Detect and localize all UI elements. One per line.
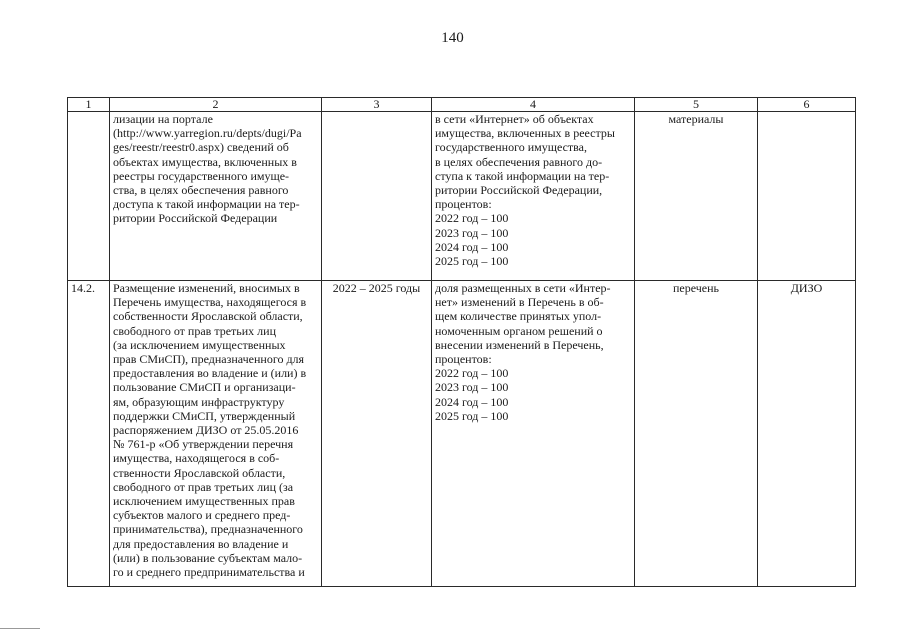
result-cell: материалы [635, 112, 758, 281]
row-number-cell [68, 112, 110, 281]
description-cell: лизации на портале (http://www.yarregion.ru/depts/dugi/Pa ges/reestr/reestr0.aspx) сведений об объектах имущества, включенных в реестры государственного имуще- ства, в целях обеспечения равного доступа к такой информации на тер- ритории Российской Федерации [110, 112, 322, 281]
header-col-1: 1 [68, 98, 110, 112]
indicator-cell: доля размещенных в сети «Интер- нет» изменений в Перечень в об- щем количестве принятых упол- номоченным органом решений о внесении изменений в Перечень, процентов: 2022 год – 100 2023 год – 100 2024 год – 100 2025 год – 100 [432, 281, 635, 587]
header-col-2: 2 [110, 98, 322, 112]
period-cell [322, 112, 432, 281]
header-col-6: 6 [758, 98, 856, 112]
executor-cell [758, 112, 856, 281]
header-col-4: 4 [432, 98, 635, 112]
scan-edge-mark [0, 628, 40, 629]
result-cell: перечень [635, 281, 758, 587]
executor-cell: ДИЗО [758, 281, 856, 587]
period-cell: 2022 – 2025 годы [322, 281, 432, 587]
indicator-cell: в сети «Интернет» об объектах имущества, включенных в реестры государственного имущества, в целях обеспечения равного до- ступа к такой информации на тер- ритории Российской Федерации, процентов: 2022 год – 100 2023 год – 100 2024 год – 100 2025 год – 100 [432, 112, 635, 281]
header-row [68, 98, 856, 112]
table-row [68, 281, 856, 587]
page-number: 140 [441, 30, 464, 46]
row-number-cell: 14.2. [68, 281, 110, 587]
header-col-5: 5 [635, 98, 758, 112]
description-cell: Размещение изменений, вносимых в Перечень имущества, находящегося в собственности Ярославской области, свободного от прав третьих лиц (за исключением имущественных прав СМиСП), предназначенного для предоставления во владение и (или) в пользование СМиСП и организаци- ям, образующим инфраструктуру поддержки СМиСП, утвержденный распоряжением ДИЗО от 25.05.2016 № 761-р «Об утверждении перечня имущества, находящегося в соб- ственности Ярославской области, свободного от прав третьих лиц (за исключением имущественных прав субъектов малого и среднего пред- принимательства), предназначенного для предоставления во владение и (или) в пользование субъектам мало- го и среднего предпринимательства и [110, 281, 322, 587]
header-col-3: 3 [322, 98, 432, 112]
program-table [67, 97, 856, 587]
table-row [68, 112, 856, 281]
